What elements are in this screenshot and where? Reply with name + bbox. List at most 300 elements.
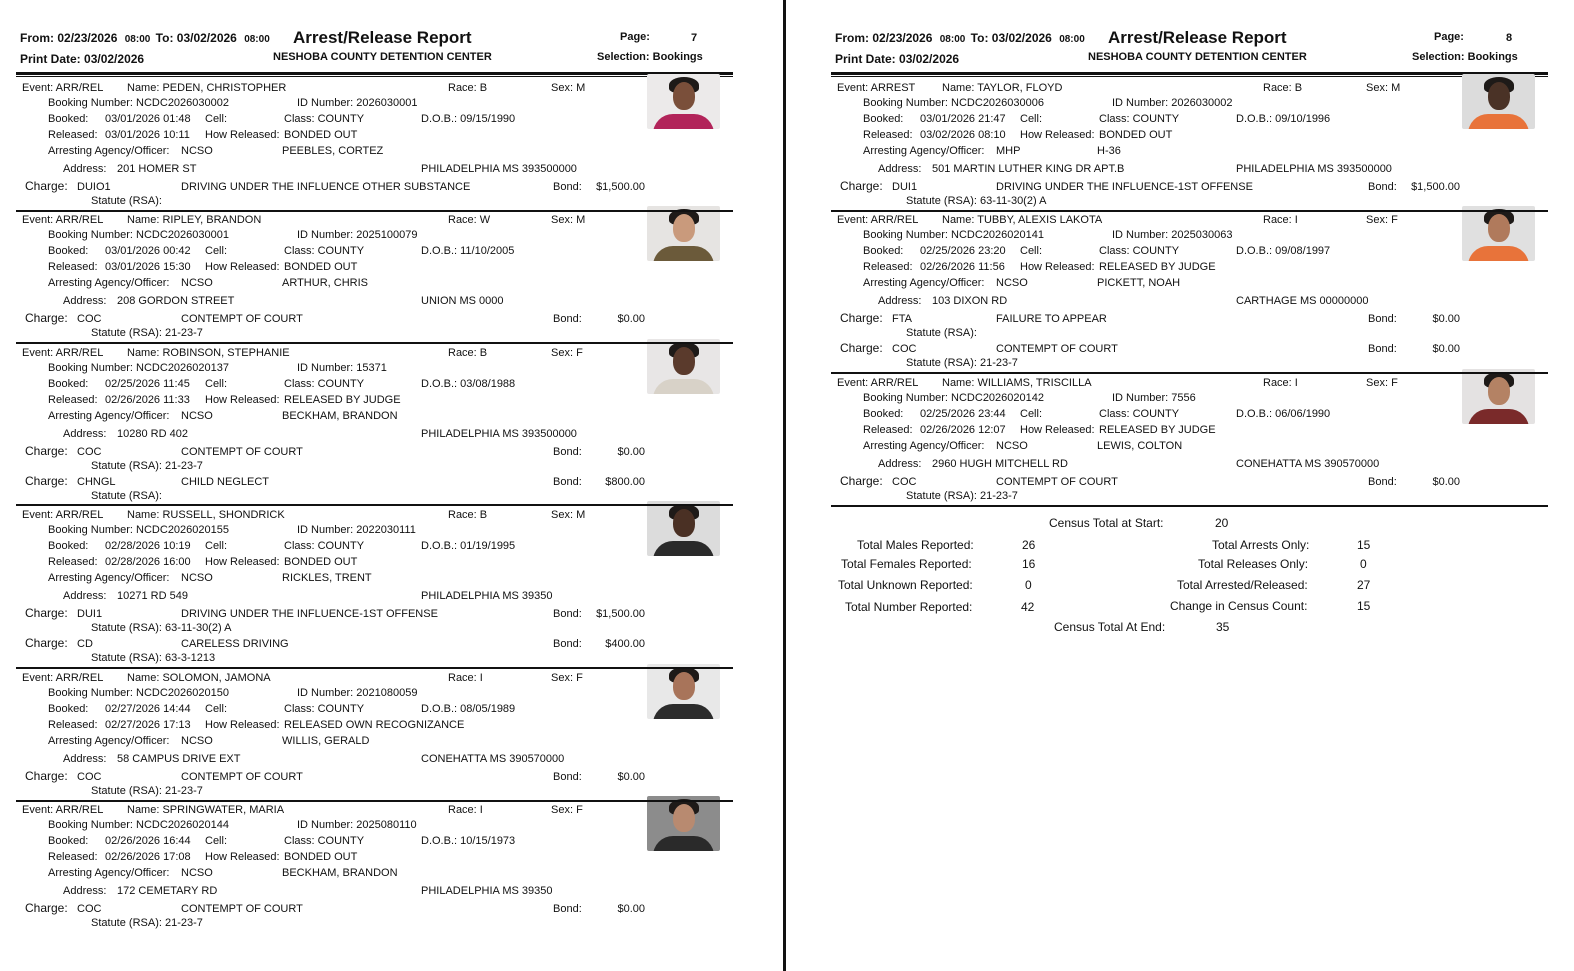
released-label: Released: xyxy=(48,851,98,863)
how-released-label: How Released: xyxy=(205,394,280,406)
bond-label: Bond: xyxy=(553,771,582,783)
census-start-label: Census Total at Start: xyxy=(1049,516,1164,530)
statute: Statute (RSA): xyxy=(91,490,162,502)
total-releases-value: 0 xyxy=(1360,557,1367,571)
arresting-agency-label: Arresting Agency/Officer: xyxy=(863,277,985,289)
charge-description: CONTEMPT OF COURT xyxy=(181,903,303,915)
charge-description: DRIVING UNDER THE INFLUENCE-1ST OFFENSE xyxy=(181,608,438,620)
cell-label: Cell: xyxy=(1020,245,1043,257)
booked-datetime: 03/01/2026 00:42 xyxy=(105,245,191,257)
date-of-birth: D.O.B.: 11/10/2005 xyxy=(421,245,515,257)
city-state-zip: PHILADELPHIA MS 393500000 xyxy=(421,428,577,440)
bond-label: Bond: xyxy=(553,446,582,458)
census-end-label: Census Total At End: xyxy=(1054,620,1166,634)
booked-datetime: 02/28/2026 10:19 xyxy=(105,540,191,552)
record-separator xyxy=(16,504,733,506)
mugshot-face xyxy=(673,347,695,375)
sex: Sex: F xyxy=(1366,377,1398,389)
address: 172 CEMETARY RD xyxy=(117,885,218,897)
charge-description: CHILD NEGLECT xyxy=(181,476,270,488)
sex: Sex: M xyxy=(1366,82,1401,94)
bond-label: Bond: xyxy=(553,638,582,650)
date-of-birth: D.O.B.: 09/08/1997 xyxy=(1236,245,1331,257)
bond-label: Bond: xyxy=(1368,343,1397,355)
city-state-zip: UNION MS 0000 xyxy=(421,295,504,307)
date-of-birth: D.O.B.: 03/08/1988 xyxy=(421,378,516,390)
booked-datetime: 02/25/2026 23:20 xyxy=(920,245,1006,257)
how-released-label: How Released: xyxy=(205,261,280,273)
bond-amount: $0.00 xyxy=(1432,476,1460,488)
mugshot-shirt xyxy=(1468,114,1529,129)
race: Race: W xyxy=(448,214,491,226)
released-label: Released: xyxy=(863,261,913,273)
city-state-zip: PHILADELPHIA MS 39350 xyxy=(421,885,553,897)
inmate-name: Name: TUBBY, ALEXIS LAKOTA xyxy=(942,214,1103,226)
address-label: Address: xyxy=(63,428,107,440)
arresting-officer: ARTHUR, CHRIS xyxy=(282,277,368,289)
mugshot-face xyxy=(673,509,695,537)
bond-amount: $400.00 xyxy=(605,638,645,650)
arresting-agency: NCSO xyxy=(996,440,1028,452)
total-females-label: Total Females Reported: xyxy=(841,557,972,571)
census-end-value: 35 xyxy=(1216,620,1230,634)
address-label: Address: xyxy=(63,885,107,897)
mugshot-photo xyxy=(647,74,720,129)
address-label: Address: xyxy=(63,590,107,602)
released-datetime: 02/27/2026 17:13 xyxy=(105,719,191,731)
race: Race: I xyxy=(1263,377,1298,389)
event-type: Event: ARR/REL xyxy=(22,82,104,94)
charge-label: Charge: xyxy=(25,474,68,488)
bond-label: Bond: xyxy=(1368,313,1397,325)
mugshot-photo xyxy=(647,501,720,556)
total-releases-label: Total Releases Only: xyxy=(1198,557,1309,571)
total-arrests-label: Total Arrests Only: xyxy=(1212,538,1310,552)
report-page-8 xyxy=(787,0,1574,971)
how-released-value: BONDED OUT xyxy=(284,129,358,141)
released-label: Released: xyxy=(863,129,913,141)
booking-number: Booking Number: NCDC2026030001 xyxy=(48,229,229,241)
statute: Statute (RSA): 21-23-7 xyxy=(906,490,1018,502)
released-datetime: 03/01/2026 15:30 xyxy=(105,261,191,273)
booked-label: Booked: xyxy=(48,703,89,715)
booking-number: Booking Number: NCDC2026030006 xyxy=(863,97,1044,109)
total-arrests-value: 15 xyxy=(1357,538,1371,552)
event-type: Event: ARR/REL xyxy=(22,804,104,816)
address: 58 CAMPUS DRIVE EXT xyxy=(117,753,241,765)
how-released-label: How Released: xyxy=(1020,424,1095,436)
total-arrested-released-label: Total Arrested/Released: xyxy=(1177,578,1308,592)
header-rule xyxy=(16,76,733,77)
released-datetime: 02/26/2026 11:33 xyxy=(105,394,190,406)
mugshot-face xyxy=(673,214,695,242)
arresting-agency: NCSO xyxy=(181,572,213,584)
booked-label: Booked: xyxy=(48,245,89,257)
mugshot-photo xyxy=(1462,369,1535,424)
arresting-agency: NCSO xyxy=(181,410,213,422)
bond-amount: $0.00 xyxy=(1432,343,1460,355)
date-range: From: 02/23/2026 08:00 To: 03/02/2026 08:00 xyxy=(20,31,270,45)
charge-description: FAILURE TO APPEAR xyxy=(996,313,1107,325)
race: Race: B xyxy=(448,509,488,521)
booked-datetime: 03/01/2026 21:47 xyxy=(920,113,1006,125)
booked-label: Booked: xyxy=(48,540,89,552)
statute: Statute (RSA): 63-11-30(2) A xyxy=(91,622,232,634)
charge-code: DUI1 xyxy=(892,181,918,193)
inmate-name: Name: RUSSELL, SHONDRICK xyxy=(127,509,285,521)
arresting-officer: WILLIS, GERALD xyxy=(282,735,370,747)
race: Race: B xyxy=(448,347,488,359)
booked-datetime: 02/25/2026 11:45 xyxy=(105,378,190,390)
record-separator xyxy=(831,210,1548,212)
record-separator xyxy=(16,800,733,802)
address-label: Address: xyxy=(878,295,922,307)
arresting-agency: MHP xyxy=(996,145,1021,157)
statute: Statute (RSA): 21-23-7 xyxy=(91,917,203,929)
mugshot-face xyxy=(673,82,695,110)
total-females-value: 16 xyxy=(1022,557,1036,571)
released-datetime: 02/26/2026 12:07 xyxy=(920,424,1006,436)
mugshot-photo xyxy=(647,339,720,394)
charge-code: CD xyxy=(77,638,93,650)
address-label: Address: xyxy=(878,458,922,470)
cell-label: Cell: xyxy=(205,540,228,552)
bond-amount: $0.00 xyxy=(617,446,645,458)
charge-code: COC xyxy=(77,771,102,783)
booking-number: Booking Number: NCDC2026030002 xyxy=(48,97,229,109)
race: Race: B xyxy=(1263,82,1303,94)
sex: Sex: F xyxy=(1366,214,1398,226)
booking-number: Booking Number: NCDC2026020150 xyxy=(48,687,229,699)
booked-datetime: 02/27/2026 14:44 xyxy=(105,703,191,715)
bond-label: Bond: xyxy=(553,903,582,915)
inmate-name: Name: TAYLOR, FLOYD xyxy=(942,82,1063,94)
address: 10271 RD 549 xyxy=(117,590,188,602)
charge-description: CONTEMPT OF COURT xyxy=(181,313,303,325)
race: Race: I xyxy=(448,672,483,684)
cell-label: Cell: xyxy=(205,703,228,715)
address-label: Address: xyxy=(63,163,107,175)
charge-code: COC xyxy=(77,446,102,458)
statute: Statute (RSA): 21-23-7 xyxy=(91,460,203,472)
released-label: Released: xyxy=(48,394,98,406)
race: Race: B xyxy=(448,82,488,94)
charge-code: COC xyxy=(77,313,102,325)
arresting-officer: H-36 xyxy=(1097,145,1121,157)
total-males-label: Total Males Reported: xyxy=(857,538,974,552)
header-rule xyxy=(831,76,1548,77)
how-released-label: How Released: xyxy=(205,719,280,731)
arresting-officer: RICKLES, TRENT xyxy=(282,572,372,584)
bond-amount: $0.00 xyxy=(1432,313,1460,325)
race: Race: I xyxy=(1263,214,1298,226)
arresting-agency: NCSO xyxy=(181,735,213,747)
address: 2960 HUGH MITCHELL RD xyxy=(932,458,1068,470)
statute: Statute (RSA): xyxy=(91,195,162,207)
statute: Statute (RSA): 63-11-30(2) A xyxy=(906,195,1047,207)
mugshot-face xyxy=(1488,377,1510,405)
mugshot-shirt xyxy=(653,114,714,129)
arresting-agency-label: Arresting Agency/Officer: xyxy=(863,145,985,157)
how-released-value: BONDED OUT xyxy=(284,261,358,273)
date-of-birth: D.O.B.: 09/15/1990 xyxy=(421,113,516,125)
released-label: Released: xyxy=(48,719,98,731)
record-separator xyxy=(16,210,733,212)
booked-label: Booked: xyxy=(48,113,89,125)
event-type: Event: ARR/REL xyxy=(837,214,919,226)
charge-description: CONTEMPT OF COURT xyxy=(181,446,303,458)
arresting-agency-label: Arresting Agency/Officer: xyxy=(48,410,170,422)
total-number-label: Total Number Reported: xyxy=(845,600,973,614)
page-label: Page: xyxy=(1434,31,1464,43)
arresting-agency-label: Arresting Agency/Officer: xyxy=(48,572,170,584)
arresting-agency: NCSO xyxy=(996,277,1028,289)
date-of-birth: D.O.B.: 01/19/1995 xyxy=(421,540,516,552)
charge-code: DUIO1 xyxy=(77,181,111,193)
charge-description: CONTEMPT OF COURT xyxy=(181,771,303,783)
arresting-officer: BECKHAM, BRANDON xyxy=(282,410,398,422)
mugshot-photo xyxy=(647,664,720,719)
class: Class: COUNTY xyxy=(284,540,365,552)
class: Class: COUNTY xyxy=(1099,113,1180,125)
mugshot-shirt xyxy=(653,246,714,261)
charge-label: Charge: xyxy=(25,606,68,620)
census-start-value: 20 xyxy=(1215,516,1229,530)
mugshot-photo xyxy=(647,796,720,851)
print-date: Print Date: 03/02/2026 xyxy=(835,52,960,66)
booking-number: Booking Number: NCDC2026020155 xyxy=(48,524,229,536)
arresting-agency: NCSO xyxy=(181,277,213,289)
charge-code: COC xyxy=(892,343,917,355)
bond-label: Bond: xyxy=(553,181,582,193)
bond-label: Bond: xyxy=(1368,181,1397,193)
census-change-label: Change in Census Count: xyxy=(1170,599,1308,613)
sex: Sex: F xyxy=(551,672,583,684)
how-released-label: How Released: xyxy=(205,556,280,568)
released-label: Released: xyxy=(863,424,913,436)
id-number: ID Number: 2022030111 xyxy=(297,524,416,536)
arresting-agency-label: Arresting Agency/Officer: xyxy=(48,735,170,747)
charge-label: Charge: xyxy=(25,769,68,783)
id-number: ID Number: 7556 xyxy=(1112,392,1196,404)
address-label: Address: xyxy=(63,753,107,765)
class: Class: COUNTY xyxy=(1099,245,1180,257)
city-state-zip: PHILADELPHIA MS 393500000 xyxy=(1236,163,1392,175)
report-title: Arrest/Release Report xyxy=(1108,28,1287,47)
cell-label: Cell: xyxy=(205,245,228,257)
bond-amount: $1,500.00 xyxy=(596,181,645,193)
cell-label: Cell: xyxy=(205,113,228,125)
city-state-zip: CONEHATTA MS 390570000 xyxy=(1236,458,1380,470)
date-of-birth: D.O.B.: 10/15/1973 xyxy=(421,835,516,847)
page-number: 7 xyxy=(691,32,698,44)
bond-amount: $1,500.00 xyxy=(596,608,645,620)
inmate-name: Name: SOLOMON, JAMONA xyxy=(127,672,271,684)
id-number: ID Number: 2025100079 xyxy=(297,229,418,241)
event-type: Event: ARR/REL xyxy=(22,672,104,684)
how-released-label: How Released: xyxy=(205,851,280,863)
how-released-label: How Released: xyxy=(1020,129,1095,141)
booking-number: Booking Number: NCDC2026020137 xyxy=(48,362,229,374)
address: 208 GORDON STREET xyxy=(117,295,235,307)
arresting-agency-label: Arresting Agency/Officer: xyxy=(48,145,170,157)
mugshot-face xyxy=(1488,82,1510,110)
class: Class: COUNTY xyxy=(1099,408,1180,420)
inmate-name: Name: ROBINSON, STEPHANIE xyxy=(127,347,290,359)
mugshot-shirt xyxy=(653,836,714,851)
bond-label: Bond: xyxy=(553,476,582,488)
class: Class: COUNTY xyxy=(284,835,365,847)
address: 501 MARTIN LUTHER KING DR APT.B xyxy=(932,163,1125,175)
booking-number: Booking Number: NCDC2026020142 xyxy=(863,392,1044,404)
id-number: ID Number: 2026030001 xyxy=(297,97,418,109)
report-title: Arrest/Release Report xyxy=(293,28,472,47)
mugshot-photo xyxy=(1462,206,1535,261)
arresting-agency: NCSO xyxy=(181,867,213,879)
mugshot-face xyxy=(673,672,695,700)
statute: Statute (RSA): 63-3-1213 xyxy=(91,652,216,664)
record-separator xyxy=(831,505,1548,507)
event-type: Event: ARR/REL xyxy=(22,509,104,521)
charge-label: Charge: xyxy=(25,444,68,458)
arresting-officer: PICKETT, NOAH xyxy=(1097,277,1181,289)
date-of-birth: D.O.B.: 06/06/1990 xyxy=(1236,408,1331,420)
event-type: Event: ARR/REL xyxy=(837,377,919,389)
class: Class: COUNTY xyxy=(284,703,365,715)
arresting-agency-label: Arresting Agency/Officer: xyxy=(863,440,985,452)
class: Class: COUNTY xyxy=(284,378,365,390)
id-number: ID Number: 2025030063 xyxy=(1112,229,1233,241)
inmate-name: Name: SPRINGWATER, MARIA xyxy=(127,804,285,816)
charge-description: DRIVING UNDER THE INFLUENCE OTHER SUBSTANCE xyxy=(181,181,471,193)
mugshot-shirt xyxy=(653,704,714,719)
report-page-7 xyxy=(0,0,784,971)
facility-name: NESHOBA COUNTY DETENTION CENTER xyxy=(273,51,492,63)
booked-datetime: 02/25/2026 23:44 xyxy=(920,408,1006,420)
selection: Selection: Bookings xyxy=(1412,51,1518,63)
total-arrested-released-value: 27 xyxy=(1357,578,1371,592)
census-change-value: 15 xyxy=(1357,599,1371,613)
date-of-birth: D.O.B.: 09/10/1996 xyxy=(1236,113,1331,125)
charge-code: COC xyxy=(77,903,102,915)
address: 10280 RD 402 xyxy=(117,428,188,440)
print-date: Print Date: 03/02/2026 xyxy=(20,52,145,66)
sex: Sex: M xyxy=(551,509,586,521)
mugshot-photo xyxy=(647,206,720,261)
inmate-name: Name: PEDEN, CHRISTOPHER xyxy=(127,82,287,94)
charge-code: CHNGL xyxy=(77,476,116,488)
id-number: ID Number: 2021080059 xyxy=(297,687,418,699)
how-released-value: RELEASED BY JUDGE xyxy=(1099,261,1216,273)
facility-name: NESHOBA COUNTY DETENTION CENTER xyxy=(1088,51,1307,63)
booked-label: Booked: xyxy=(863,113,904,125)
how-released-value: RELEASED BY JUDGE xyxy=(1099,424,1216,436)
how-released-value: RELEASED BY JUDGE xyxy=(284,394,401,406)
city-state-zip: PHILADELPHIA MS 39350 xyxy=(421,590,553,602)
charge-code: FTA xyxy=(892,313,912,325)
charge-label: Charge: xyxy=(25,179,68,193)
city-state-zip: CARTHAGE MS 00000000 xyxy=(1236,295,1369,307)
event-type: Event: ARR/REL xyxy=(22,347,104,359)
released-datetime: 02/26/2026 17:08 xyxy=(105,851,191,863)
header-rule xyxy=(831,72,1548,75)
released-label: Released: xyxy=(48,556,98,568)
charge-code: COC xyxy=(892,476,917,488)
charge-description: CONTEMPT OF COURT xyxy=(996,343,1118,355)
charge-description: CONTEMPT OF COURT xyxy=(996,476,1118,488)
record-separator xyxy=(16,667,733,669)
charge-label: Charge: xyxy=(840,179,883,193)
statute: Statute (RSA): 21-23-7 xyxy=(91,785,203,797)
booking-number: Booking Number: NCDC2026020144 xyxy=(48,819,229,831)
booking-number: Booking Number: NCDC2026020141 xyxy=(863,229,1044,241)
statute: Statute (RSA): 21-23-7 xyxy=(906,357,1018,369)
released-label: Released: xyxy=(48,261,98,273)
charge-label: Charge: xyxy=(840,474,883,488)
released-datetime: 02/26/2026 11:56 xyxy=(920,261,1005,273)
booked-label: Booked: xyxy=(863,408,904,420)
total-males-value: 26 xyxy=(1022,538,1036,552)
booked-label: Booked: xyxy=(48,835,89,847)
mugshot-shirt xyxy=(653,541,714,556)
arresting-officer: BECKHAM, BRANDON xyxy=(282,867,398,879)
charge-label: Charge: xyxy=(840,311,883,325)
how-released-value: BONDED OUT xyxy=(284,556,358,568)
address-label: Address: xyxy=(63,295,107,307)
page-number: 8 xyxy=(1506,32,1513,44)
bond-amount: $0.00 xyxy=(617,313,645,325)
city-state-zip: CONEHATTA MS 390570000 xyxy=(421,753,565,765)
event-type: Event: ARREST xyxy=(837,82,916,94)
charge-label: Charge: xyxy=(25,636,68,650)
arresting-officer: LEWIS, COLTON xyxy=(1097,440,1183,452)
cell-label: Cell: xyxy=(1020,408,1043,420)
arresting-agency: NCSO xyxy=(181,145,213,157)
event-type: Event: ARR/REL xyxy=(22,214,104,226)
released-datetime: 03/01/2026 10:11 xyxy=(105,129,190,141)
selection: Selection: Bookings xyxy=(597,51,703,63)
record-separator xyxy=(831,372,1548,374)
inmate-name: Name: RIPLEY, BRANDON xyxy=(127,214,262,226)
arresting-agency-label: Arresting Agency/Officer: xyxy=(48,867,170,879)
class: Class: COUNTY xyxy=(284,113,365,125)
how-released-label: How Released: xyxy=(205,129,280,141)
total-unknown-label: Total Unknown Reported: xyxy=(838,578,973,592)
how-released-label: How Released: xyxy=(1020,261,1095,273)
date-range: From: 02/23/2026 08:00 To: 03/02/2026 08:00 xyxy=(835,31,1085,45)
total-unknown-value: 0 xyxy=(1025,578,1032,592)
bond-label: Bond: xyxy=(1368,476,1397,488)
sex: Sex: F xyxy=(551,804,583,816)
id-number: ID Number: 15371 xyxy=(297,362,387,374)
cell-label: Cell: xyxy=(1020,113,1043,125)
address: 103 DIXON RD xyxy=(932,295,1008,307)
bond-amount: $1,500.00 xyxy=(1411,181,1460,193)
charge-label: Charge: xyxy=(25,901,68,915)
bond-label: Bond: xyxy=(553,313,582,325)
charge-description: CARELESS DRIVING xyxy=(181,638,289,650)
how-released-value: RELEASED OWN RECOGNIZANCE xyxy=(284,719,465,731)
mugshot-photo xyxy=(1462,74,1535,129)
cell-label: Cell: xyxy=(205,378,228,390)
released-label: Released: xyxy=(48,129,98,141)
charge-description: DRIVING UNDER THE INFLUENCE-1ST OFFENSE xyxy=(996,181,1253,193)
sex: Sex: M xyxy=(551,214,586,226)
statute: Statute (RSA): xyxy=(906,327,977,339)
how-released-value: BONDED OUT xyxy=(284,851,358,863)
bond-amount: $800.00 xyxy=(605,476,645,488)
header-rule xyxy=(16,72,733,75)
